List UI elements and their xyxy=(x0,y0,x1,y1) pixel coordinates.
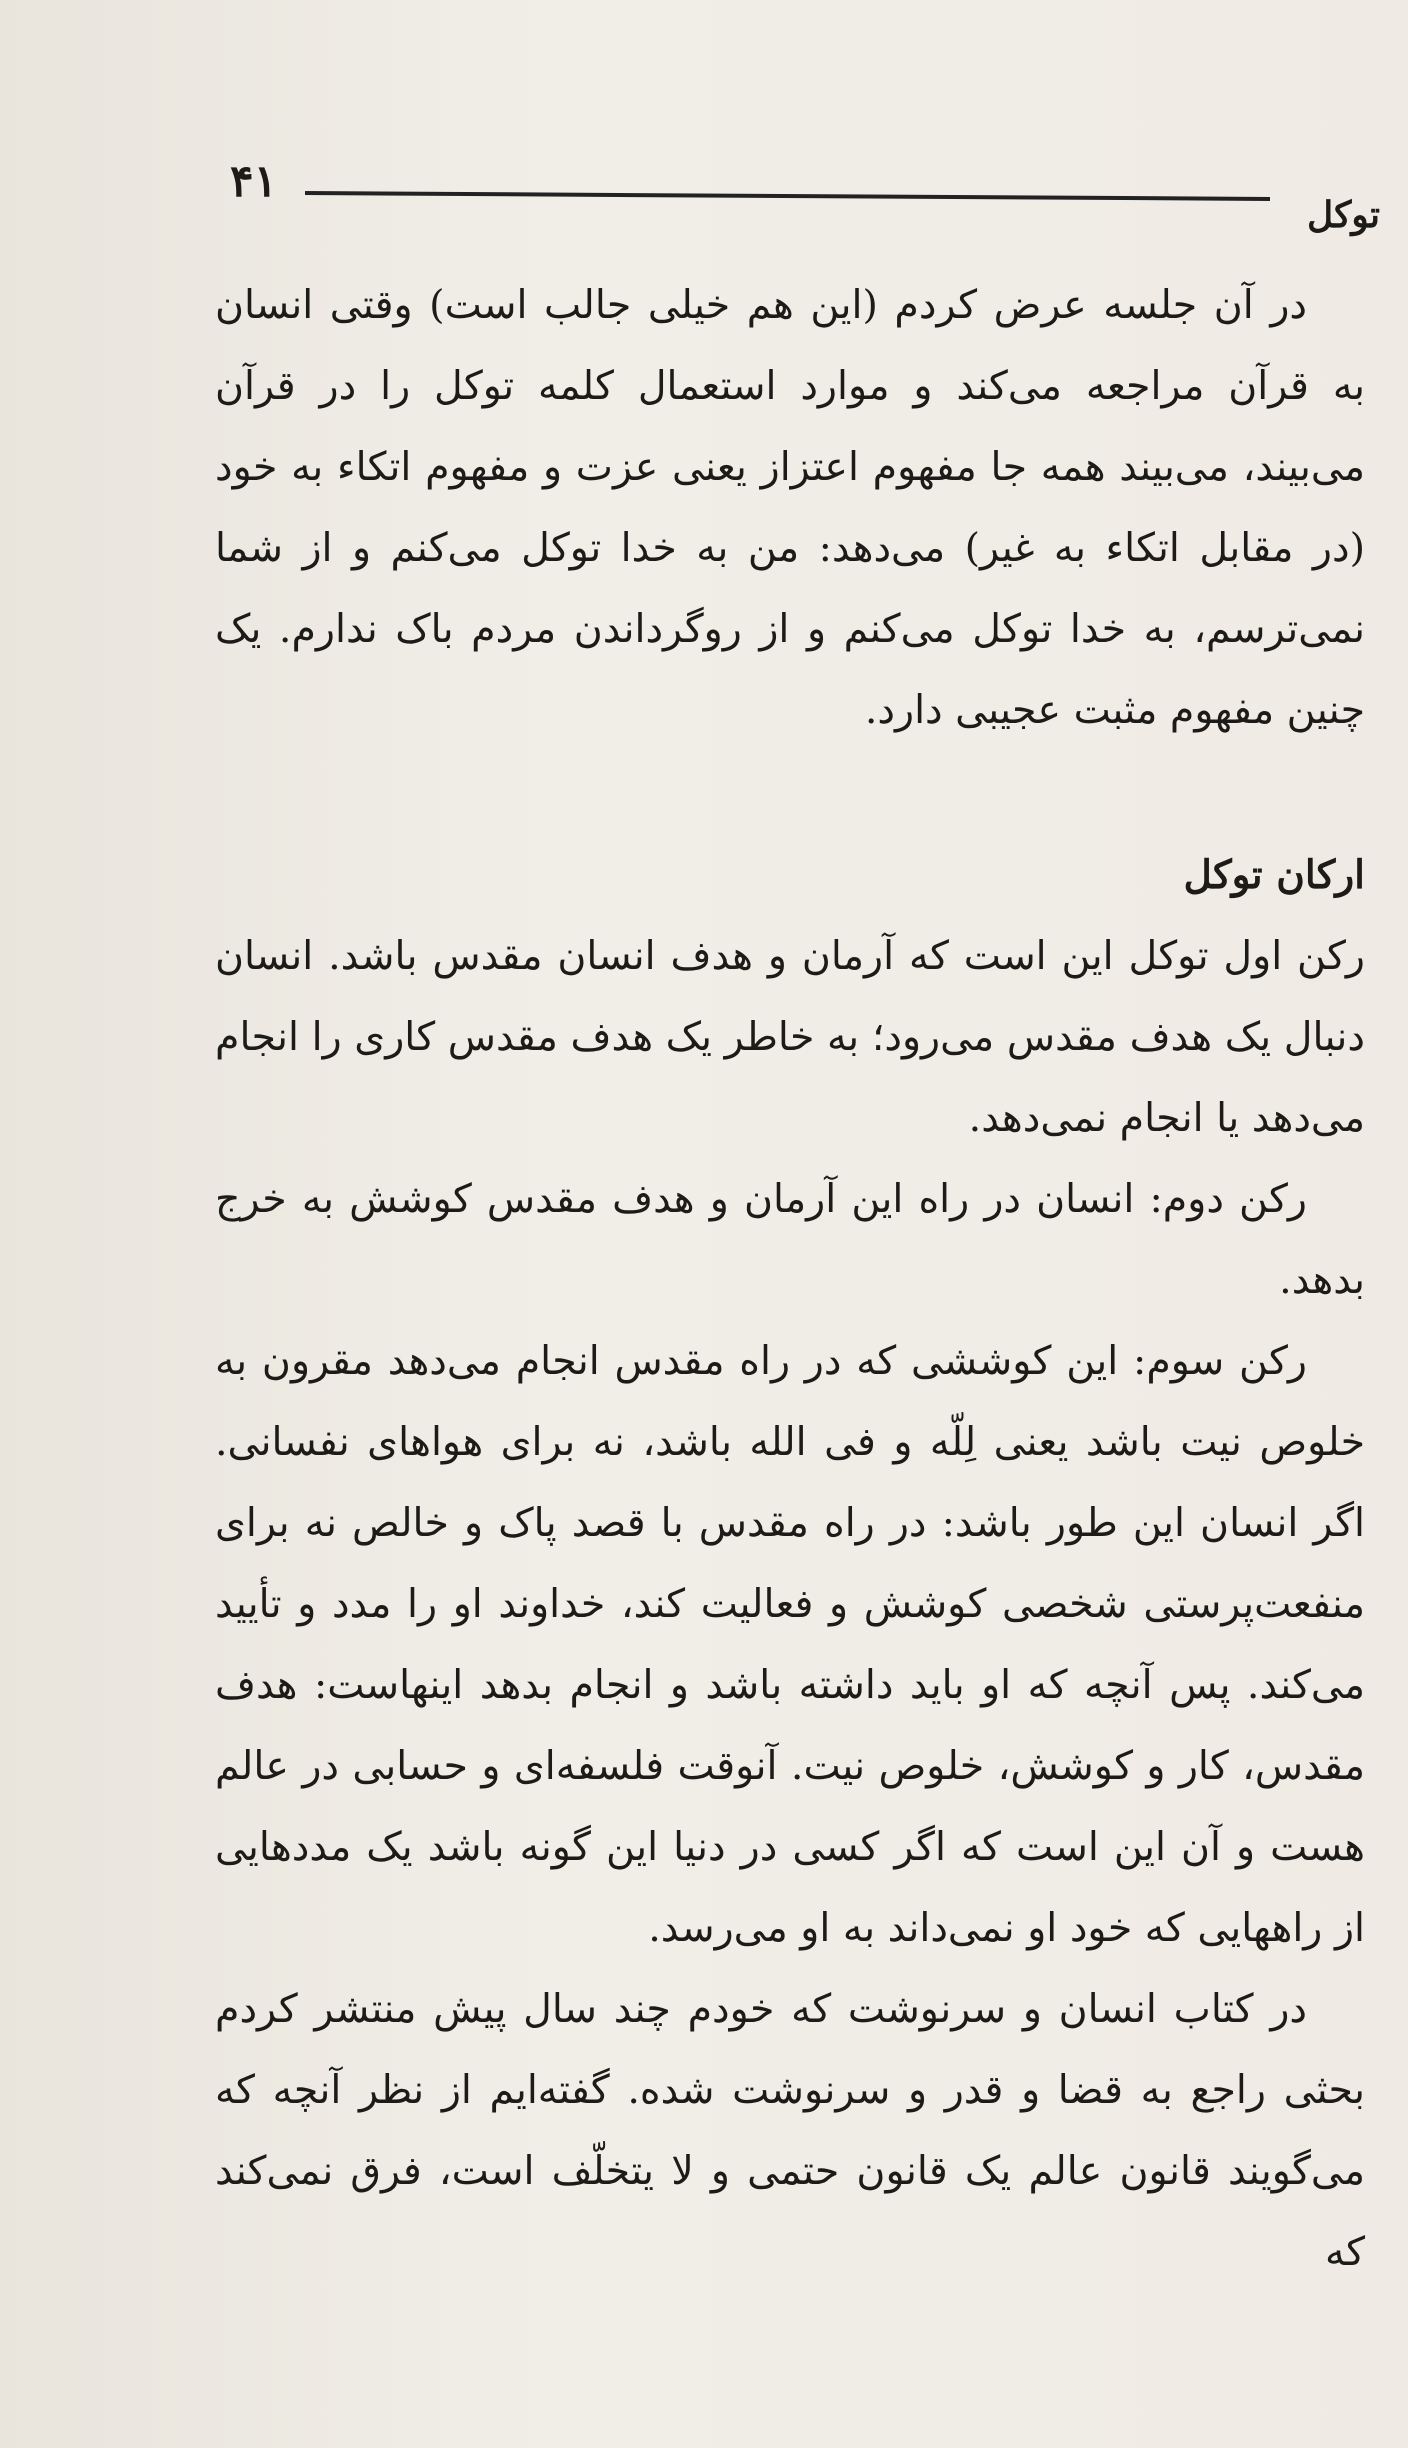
header-rule xyxy=(305,191,1270,201)
page-header xyxy=(210,150,1380,236)
paragraph-3: رکن دوم: انسان در راه این آرمان و هدف مقدس کوشش به خرج بدهد. xyxy=(215,1176,1365,1303)
running-title: توکل xyxy=(1306,194,1380,236)
paragraph-4: رکن سوم: این کوششی که در راه مقدس انجام می‌دهد مقرون به خلوص نیت باشد یعنی لِلّه و فی الله باشد، نه برای هواهای نفسانی. اگر انسان این طور باشد: در راه مقدس با قصد پاک و خالص نه برای منفعت‌پرستی شخصی کوشش و فعالیت کند، خداوند او را مدد و تأیید می‌کند. پس آنچه که او باید داشته باشد و انجام بدهد اینهاست: هدف مقدس، کار و کوشش، خلوص نیت. آنوقت فلسفه‌ای و حسابی در عالم هست و آن این است که اگر کسی در دنیا این گونه باشد یک مددهایی از راههایی که خود او نمی‌داند به او می‌رسد. xyxy=(215,1338,1365,1951)
page-number: ۴۱ xyxy=(230,156,278,207)
body-text xyxy=(215,265,1365,2293)
paragraph-5: در کتاب انسان و سرنوشت که خودم چند سال پیش منتشر کردم بحثی راجع به قضا و قدر و سرنوشت شده. گفته‌ایم از نظر آنچه که می‌گویند قانون عالم یک قانون حتمی و لا یتخلّف است، فرق نمی‌کند که xyxy=(215,1986,1365,2275)
paragraph-2: رکن اول توکل این است که آرمان و هدف انسان مقدس باشد. انسان دنبال یک هدف مقدس می‌رود؛ به خاطر یک هدف مقدس کاری را انجام می‌دهد یا انجام نمی‌دهد. xyxy=(215,933,1365,1141)
section-heading: ارکان توکل xyxy=(1183,852,1365,898)
paragraph-1: در آن جلسه عرض کردم (این هم خیلی جالب است) وقتی انسان به قرآن مراجعه می‌کند و موارد استعمال کلمه توکل را در قرآن می‌بیند، می‌بیند همه جا مفهوم اعتزاز یعنی عزت و مفهوم اتکاء به خود (در مقابل اتکاء به غیر) می‌دهد: من به خدا توکل می‌کنم و از شما نمی‌ترسم، به خدا توکل می‌کنم و از روگرداندن مردم باک ندارم. یک چنین مفهوم مثبت عجیبی دارد. xyxy=(215,282,1365,733)
